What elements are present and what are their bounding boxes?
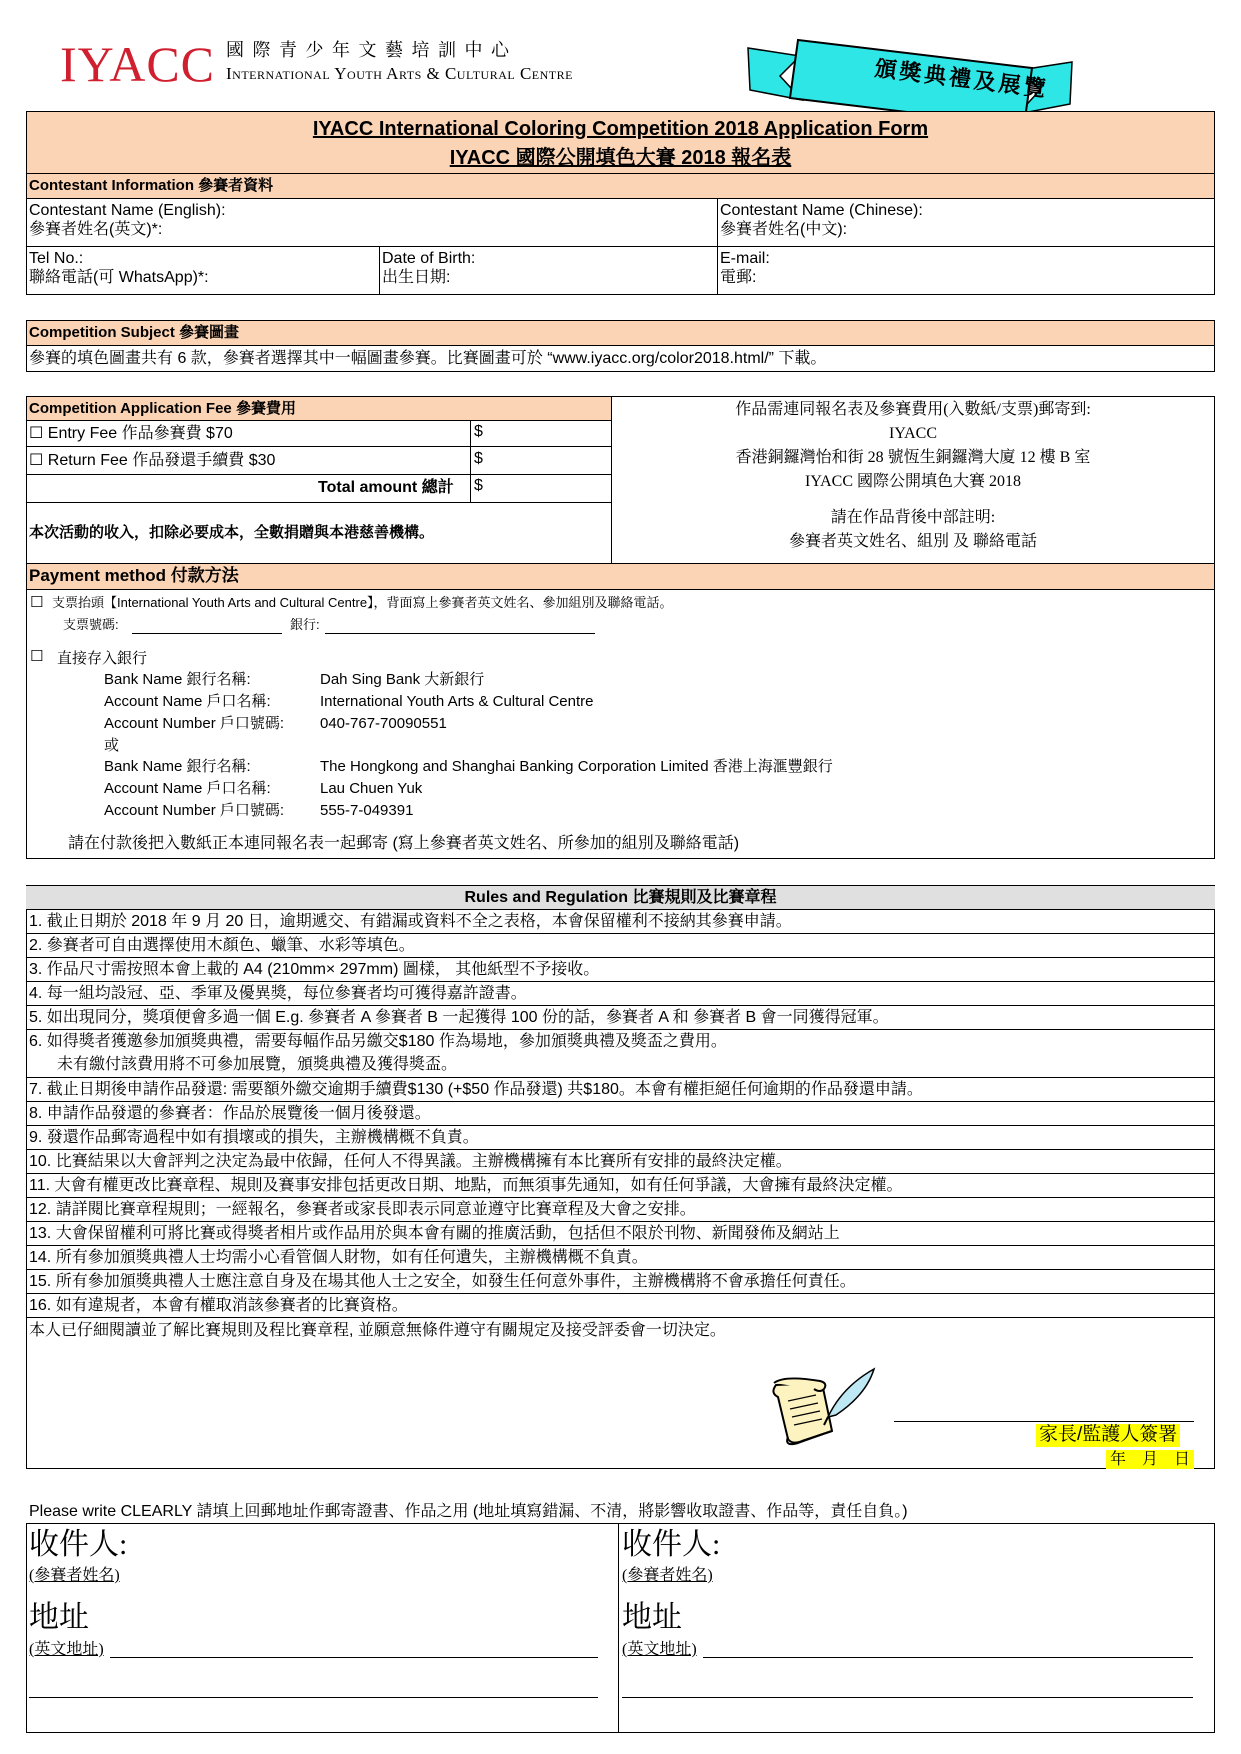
return-fee-amount[interactable]: $ xyxy=(474,450,483,467)
logo-wordmark: IYACC xyxy=(60,36,216,92)
subject-text: 參賽的填色圖畫共有 6 款，參賽者選擇其中一幅圖畫參賽。比賽圖畫可於 “www.iyacc.org/color2018.html/” 下載。 xyxy=(29,350,827,367)
address-line-right-1[interactable] xyxy=(703,1657,1193,1658)
rule-11: 11. 大會有權更改比賽章程、規則及賽事安排包括更改日期、地點，而無須事先通知，如有任何爭議，大會擁有最終決定權。 xyxy=(26,1174,1215,1198)
recipient-label-left: 收件人: xyxy=(29,1528,128,1561)
bank2-account-number-label: Account Number 戶口號碼: xyxy=(104,802,285,819)
cheque-checkbox[interactable]: ☐ xyxy=(30,594,44,611)
dob-field[interactable] xyxy=(382,249,475,287)
form-title-english: IYACC International Coloring Competition 2018 Application Form xyxy=(312,118,929,140)
declaration-text: 本人已仔細閱讀並了解比賽規則及程比賽章程, 並願意無條件遵守有關規定及接受評委會一切決定。 xyxy=(29,1322,726,1339)
cheque-bank-input[interactable] xyxy=(325,633,595,634)
rule-15: 15. 所有參加頒獎典禮人士應注意自身及在場其他人士之安全，如發生任何意外事件，主辦機構將不會承擔任何責任。 xyxy=(26,1270,1215,1294)
bank1-account-name: International Youth Arts & Cultural Centre xyxy=(320,693,594,710)
deposit-label: 直接存入銀行 xyxy=(57,650,148,667)
rule-14: 14. 所有參加頒獎典禮人士均需小心看管個人財物，如有任何遺失，主辦機構概不負責。 xyxy=(26,1246,1215,1270)
rule-2: 2. 參賽者可自由選擇使用木顏色、蠟筆、水彩等填色。 xyxy=(26,934,1215,958)
payment-note: 請在付款後把入數紙正本連同報名表一起郵寄 (寫上參賽者英文姓名、所參加的組別及聯絡電話) xyxy=(68,835,740,852)
tel-label: Tel No.: xyxy=(29,250,84,267)
subject-heading: Competition Subject 參賽圖畫 xyxy=(29,324,240,341)
email-label: E-mail: xyxy=(720,250,770,267)
mailing-table xyxy=(26,1523,1215,1733)
address-label-right: 地址 xyxy=(622,1601,682,1634)
bank2-name: The Hongkong and Shanghai Banking Corporation Limited 香港上海滙豐銀行 xyxy=(320,758,833,775)
org-name-chinese: 國 際 青 少 年 文 藝 培 訓 中 心 xyxy=(226,40,511,60)
signature-label: 家長/監護人簽署 xyxy=(1036,1424,1180,1447)
email-field[interactable] xyxy=(720,249,770,287)
form-title-chinese: IYACC 國際公開填色大賽 2018 報名表 xyxy=(449,147,792,169)
rule-12: 12. 請詳閱比賽章程規則；一經報名，參賽者或家長即表示同意並遵守比賽章程及大會之安排。 xyxy=(26,1198,1215,1222)
rule-16: 16. 如有違規者，本會有權取消該參賽者的比賽資格。 xyxy=(26,1294,1215,1318)
rules-heading-bar xyxy=(26,886,1215,910)
return-fee-checkbox[interactable]: ☐ Return Fee 作品發還手續費 $30 xyxy=(29,452,276,469)
address-label-left: 地址 xyxy=(29,1601,89,1634)
address-line-right-2[interactable] xyxy=(622,1697,1193,1698)
rule-9: 9. 發還作品郵寄過程中如有損壞或的損失，主辦機構概不負責。 xyxy=(26,1126,1215,1150)
dob-label: Date of Birth: xyxy=(382,250,476,267)
entry-fee-checkbox[interactable]: ☐ Entry Fee 作品參賽費 $70 xyxy=(29,425,233,442)
rule-6-line1: 6. 如得獎者獲邀參加頒獎典禮，需要每幅作品另繳交$180 作為場地，參加頒獎典禮及獎盃之費用。 xyxy=(29,1033,727,1050)
rule-10: 10. 比賽結果以大會評判之決定為最中依歸，任何人不得異議。主辦機構擁有本比賽所有安排的最終決定權。 xyxy=(26,1150,1215,1174)
bank2-name-label: Bank Name 銀行名稱: xyxy=(104,758,251,775)
mailing-instruction: Please write CLEARLY 請填上回郵地址作郵寄證書、作品之用 (地址填寫錯漏、不清，將影響收取證書、作品等，責任自負。) xyxy=(29,1503,908,1520)
bank2-account-name: Lau Chuen Yuk xyxy=(320,780,423,797)
rule-3: 3. 作品尺寸需按照本會上載的 A4 (210mm× 297mm) 圖樣， 其他紙型不予接收。 xyxy=(26,958,1215,982)
contestant-heading: Contestant Information 參賽者資料 xyxy=(29,177,274,194)
contestant-name-cn-label: Contestant Name (Chinese): xyxy=(720,202,923,219)
cheque-number-label: 支票號碼: xyxy=(63,617,119,632)
email-label-cn: 電郵: xyxy=(720,269,757,287)
org-name-english: International Youth Arts & Cultural Centre xyxy=(226,64,573,83)
bank1-name: Dah Sing Bank 大新銀行 xyxy=(320,671,485,688)
address-note-right: (英文地址) xyxy=(622,1641,697,1658)
tel-label-cn: 聯絡電話(可 WhatsApp)*: xyxy=(29,269,209,287)
signature-date[interactable]: 年 月 日 xyxy=(1106,1450,1194,1469)
ribbon-text: 頒獎典禮及展覽 xyxy=(873,55,1050,102)
entry-fee-amount[interactable]: $ xyxy=(474,423,483,440)
rule-8: 8. 申請作品發還的參賽者：作品於展覽後一個月後發還。 xyxy=(26,1102,1215,1126)
contestant-name-cn-field[interactable] xyxy=(720,201,923,239)
bank1-name-label: Bank Name 銀行名稱: xyxy=(104,671,251,688)
rule-6-line2: 未有繳付該費用將不可參加展覽，頒獎典禮及獲得獎盃。 xyxy=(57,1056,458,1073)
contestant-name-cn-label-cn: 參賽者姓名(中文): xyxy=(720,221,848,239)
recipient-label-right: 收件人: xyxy=(622,1528,721,1561)
total-amount-value[interactable]: $ xyxy=(474,477,483,494)
rule-6 xyxy=(26,1030,1215,1078)
payment-heading: Payment method 付款方法 xyxy=(29,566,239,585)
or-label: 或 xyxy=(104,737,120,754)
cheque-bank-label: 銀行: xyxy=(290,617,320,632)
cheque-instructions: 支票抬頭【International Youth Arts and Cultural Centre】，背面寫上參賽者英文姓名、參加組別及聯絡電話。 xyxy=(52,595,673,610)
address-line-left-2[interactable] xyxy=(29,1697,598,1698)
scroll-quill-icon xyxy=(762,1365,882,1447)
cheque-number-input[interactable] xyxy=(132,633,282,634)
rule-7: 7. 截止日期後申請作品發還: 需要額外繳交逾期手續費$130 (+$50 作品發還) 共$180。本會有權拒絕任何逾期的作品發還申請。 xyxy=(26,1078,1215,1102)
recipient-note-left: (參賽者姓名) xyxy=(29,1567,120,1584)
rule-5: 5. 如出現同分，獎項便會多過一個 E.g. 參賽者 A 參賽者 B 一起獲得 100 份的話，參賽者 A 和 參賽者 B 會一同獲得冠軍。 xyxy=(26,1006,1215,1030)
bank1-account-name-label: Account Name 戶口名稱: xyxy=(104,693,271,710)
address-note-left: (英文地址) xyxy=(29,1641,104,1658)
charity-note: 本次活動的收入，扣除必要成本，全數捐贈與本港慈善機構。 xyxy=(29,524,435,541)
deposit-checkbox[interactable]: ☐ xyxy=(30,648,44,665)
rule-4: 4. 每一組均設冠、亞、季軍及優異獎，每位參賽者均可獲得嘉許證書。 xyxy=(26,982,1215,1006)
bank1-account-number: 040-767-70090551 xyxy=(320,715,447,732)
address-line-left-1[interactable] xyxy=(110,1657,598,1658)
rules-heading: Rules and Regulation 比賽規則及比賽章程 xyxy=(464,889,777,906)
tel-field[interactable] xyxy=(29,249,209,287)
dob-label-cn: 出生日期: xyxy=(382,269,451,287)
bank2-account-name-label: Account Name 戶口名稱: xyxy=(104,780,271,797)
signature-line[interactable] xyxy=(894,1421,1194,1422)
recipient-note-right: (參賽者姓名) xyxy=(622,1567,713,1584)
rule-13: 13. 大會保留權利可將比賽或得獎者相片或作品用於與本會有關的推廣活動，包括但不限於刊物、新聞發佈及網站上 xyxy=(26,1222,1215,1246)
contestant-name-en-label: Contestant Name (English): xyxy=(29,202,226,219)
total-amount-label: Total amount 總計 xyxy=(318,479,454,496)
bank2-account-number: 555-7-049391 xyxy=(320,802,414,819)
mailing-instructions: 作品需連同報名表及參賽費用(入數紙/支票)郵寄到: IYACC 香港銅鑼灣怡和街 28 號恆生銅鑼灣大廈 12 樓 B 室 IYACC 國際公開填色大賽 2018 請在作品背後中部註明: 參賽者英文姓名、組別 及 聯絡電話 xyxy=(735,401,1091,550)
rule-1: 1. 截止日期於 2018 年 9 月 20 日，逾期遞交、有錯漏或資料不全之表格，本會保留權利不接納其參賽申請。 xyxy=(26,910,1215,934)
contestant-name-en-label-cn: 參賽者姓名(英文)*: xyxy=(29,221,163,239)
fee-heading: Competition Application Fee 參賽費用 xyxy=(29,400,296,417)
bank1-account-number-label: Account Number 戶口號碼: xyxy=(104,715,285,732)
contestant-name-en-field[interactable] xyxy=(29,201,226,239)
